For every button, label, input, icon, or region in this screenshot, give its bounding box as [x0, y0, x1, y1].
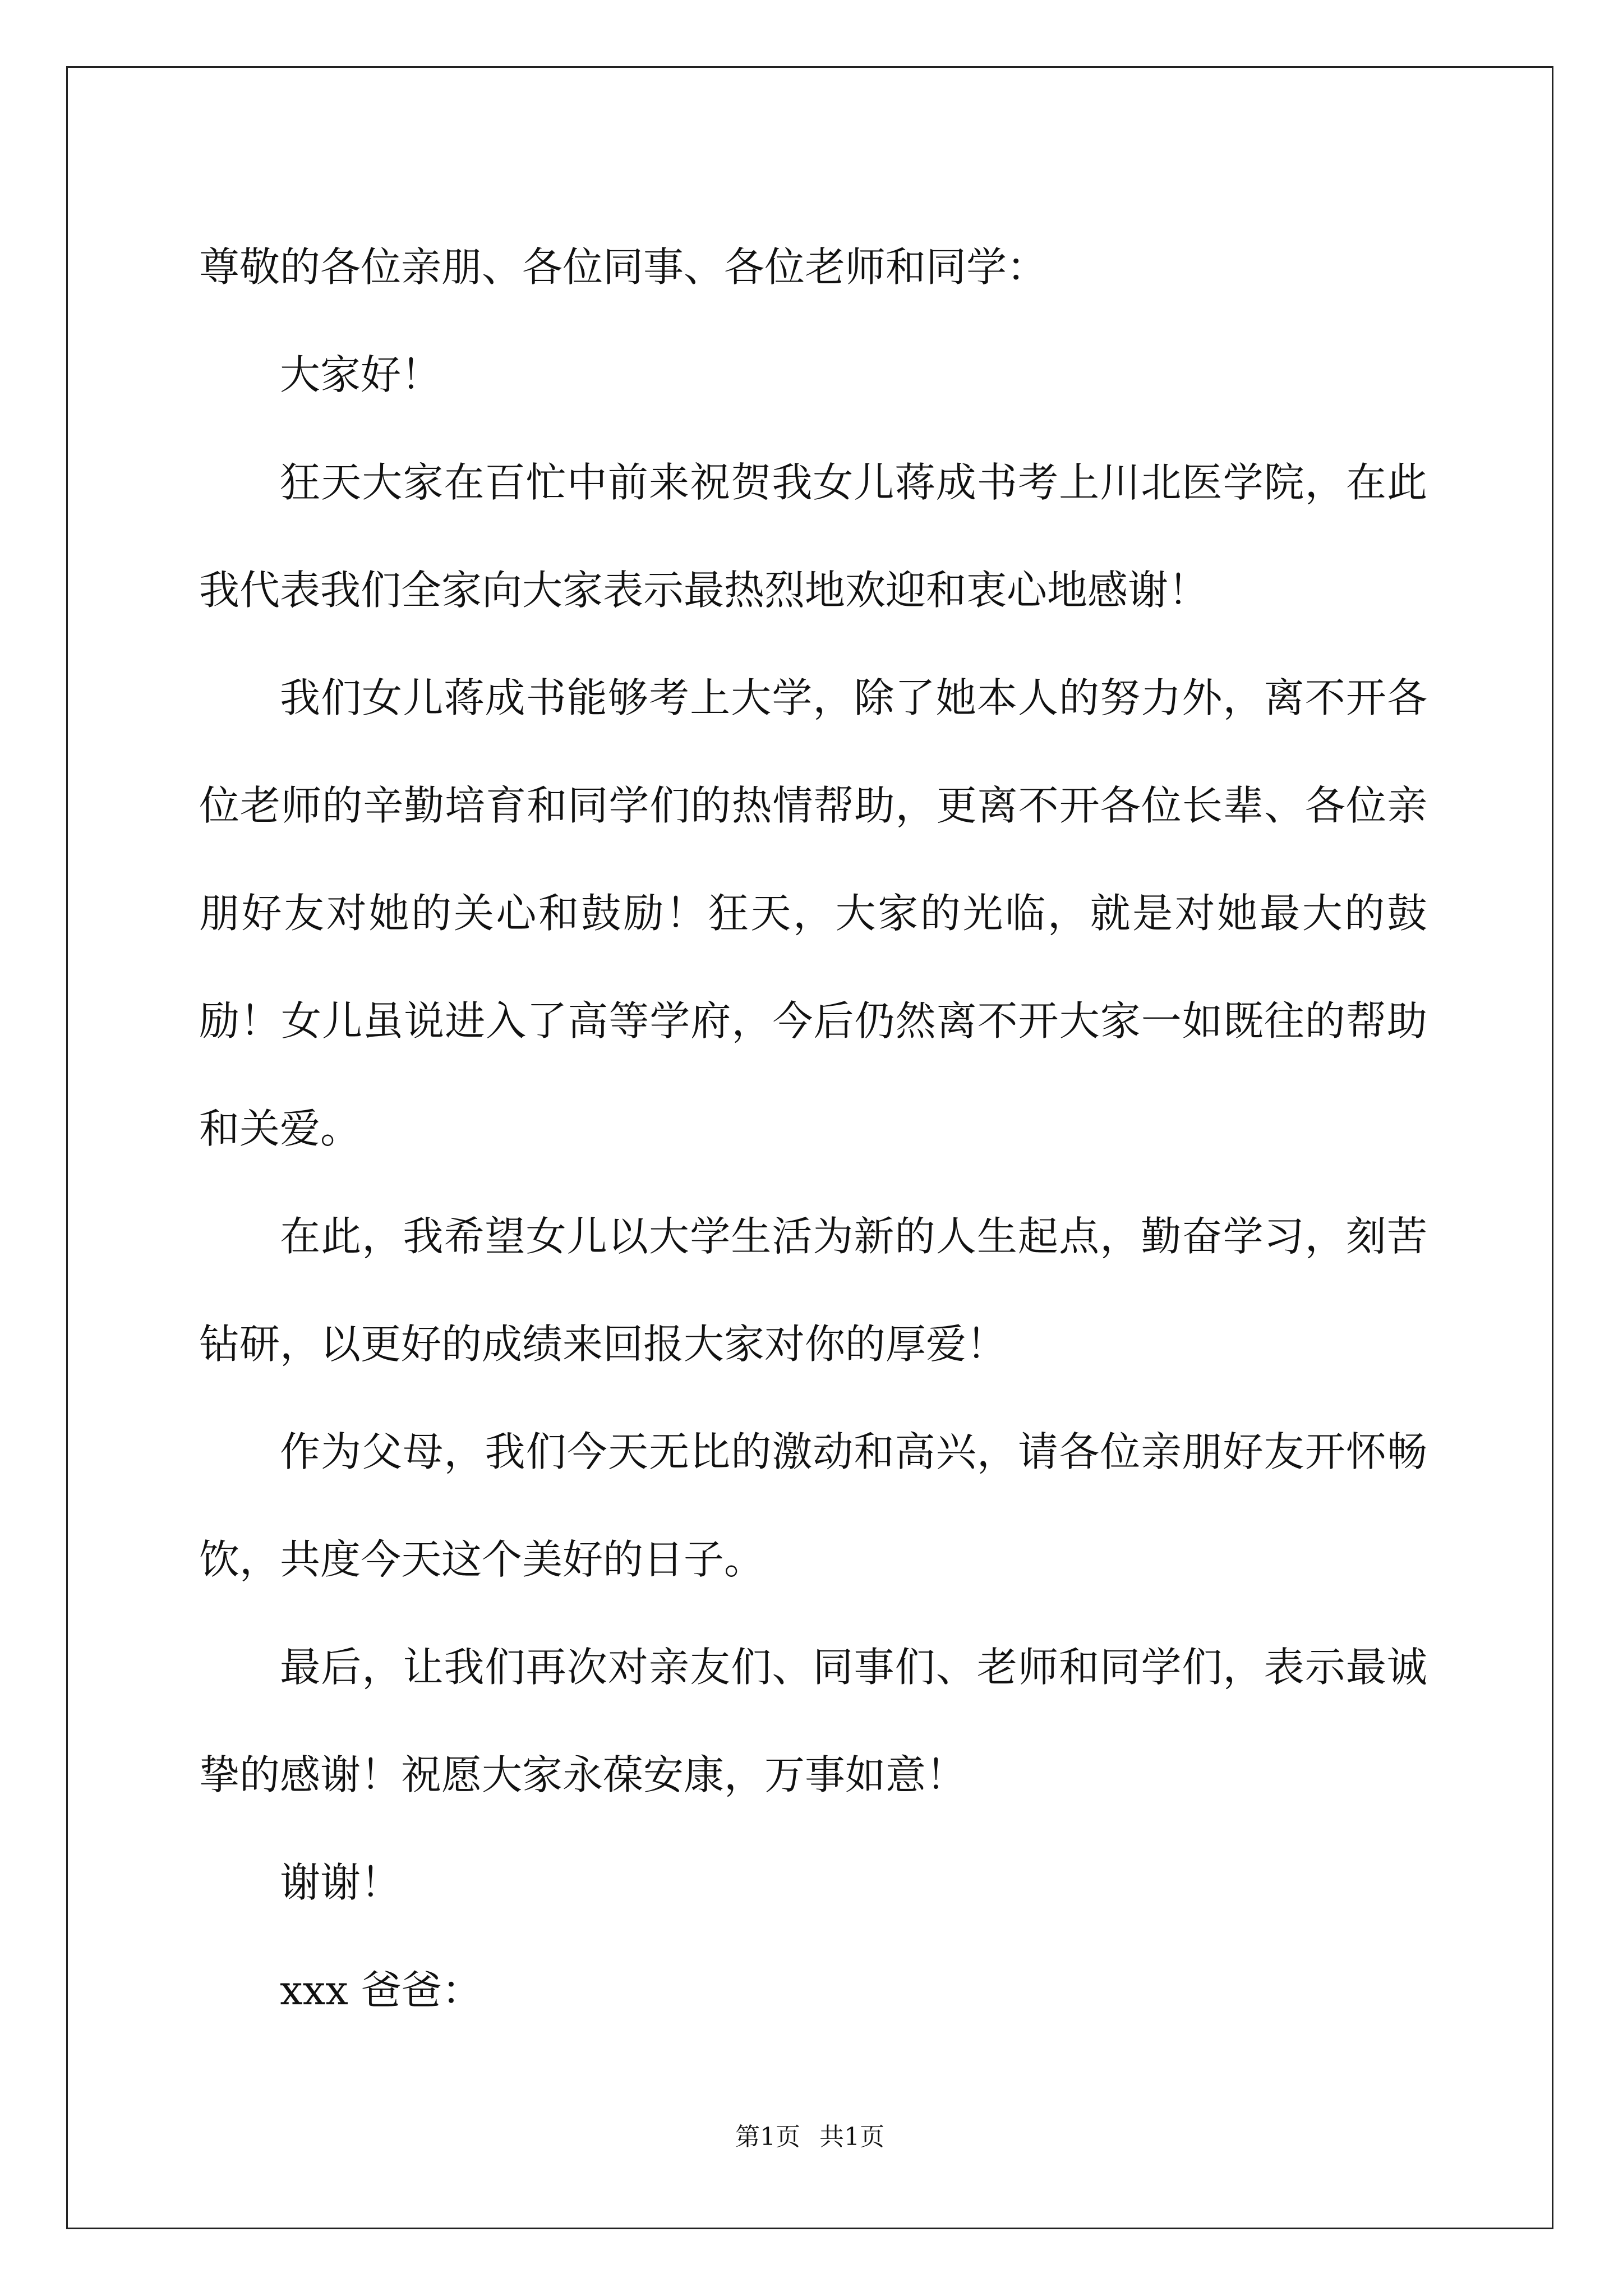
paragraph-thank-you: 谢谢！: [280, 1859, 402, 1906]
paragraph-support: 我们女儿蒋成书能够考上大学，除了她本人的努力外，离不开各位老师的辛勤培育和同学们的热情帮助，更离不开各位长辈、各位亲朋好友对她的关心和鼓励！狂天，大家的光临，就是对她最大的鼓励！女儿虽说进入了高等学府，今后仍然离不开大家一如既往的帮助和关爱。: [199, 674, 1427, 1152]
paragraph-celebration: 作为父母，我们今天无比的激动和高兴，请各位亲朋好友开怀畅饮，共度今天这个美好的日子。: [199, 1428, 1427, 1583]
signature: xxx 爸爸：: [280, 1967, 482, 2014]
page-footer: [66, 2120, 1553, 2154]
paragraph-closing: 最后，让我们再次对亲友们、同事们、老师和同学们，表示最诚挚的感谢！祝愿大家永葆安康，万事如意！: [199, 1644, 1427, 1798]
paragraph-hope: 在此，我希望女儿以大学生活为新的人生起点，勤奋学习，刻苦钻研，以更好的成绩来回报大家对你的厚爱！: [199, 1213, 1427, 1368]
document-body: [199, 213, 1427, 2044]
salutation: 尊敬的各位亲朋、各位同事、各位老师和同学：: [199, 243, 1048, 291]
paragraph-greeting: 大家好！: [280, 351, 442, 398]
page-number: 第1页: [735, 2123, 800, 2151]
paragraph-thanks: 狂天大家在百忙中前来祝贺我女儿蒋成书考上川北医学院，在此我代表我们全家向大家表示最热烈地欢迎和衷心地感谢！: [199, 459, 1427, 614]
page-total: 共1页: [819, 2123, 884, 2151]
